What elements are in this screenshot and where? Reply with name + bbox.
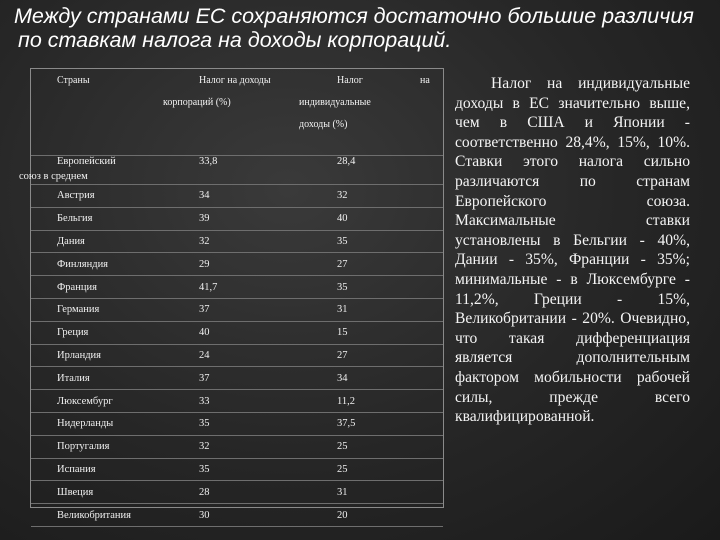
table-row xyxy=(31,481,443,504)
header-countries: Страны xyxy=(57,75,90,86)
country-cell: Франция xyxy=(31,276,199,299)
table-row xyxy=(31,207,443,230)
header-corp-line2: корпораций (%) xyxy=(163,97,231,108)
title-line-2: по ставкам налога на доходы корпораций. xyxy=(18,28,452,52)
eu-average-label-2: союз в среднем xyxy=(19,171,88,182)
corp-tax-cell: 37 xyxy=(199,367,337,390)
indiv-tax-cell: 20 xyxy=(337,504,443,527)
tax-rates-table xyxy=(19,68,444,521)
corp-tax-cell: 30 xyxy=(199,504,337,527)
country-cell: Италия xyxy=(31,367,199,390)
table-row xyxy=(31,276,443,299)
country-cell: Люксембург xyxy=(31,390,199,413)
table-header xyxy=(31,69,443,156)
corp-tax-cell: 39 xyxy=(199,207,337,230)
indiv-tax-cell: 27 xyxy=(337,344,443,367)
corp-tax-cell: 28 xyxy=(199,481,337,504)
table-row xyxy=(31,321,443,344)
body-paragraph: Налог на индивидуальные доходы в ЕС значительно выше, чем в США и Японии - соответственно 28,4%, 15%, 10%. Ставки этого налога сильно различаются по странам Европейского союза. Максимальные ставки установлены в Бельгии - 40%, Дании - 35%, Франции - 35%; минимальные - в Люксембурге - 11,2%, Греции - 15%, Великобритании - 20%. Очевидно, что такая дифференциация является дополнительным фактором мобильности рабочей силы, прежде всего квалифицированной. xyxy=(455,75,690,426)
indiv-tax-cell: 11,2 xyxy=(337,390,443,413)
corp-tax-cell: 32 xyxy=(199,435,337,458)
corp-tax-cell: 41,7 xyxy=(199,276,337,299)
table-row xyxy=(31,253,443,276)
table-row xyxy=(31,412,443,435)
country-cell: Португалия xyxy=(31,435,199,458)
table-row xyxy=(31,367,443,390)
country-cell: Швеция xyxy=(31,481,199,504)
corp-tax-cell: 32 xyxy=(199,230,337,253)
country-cell: Испания xyxy=(31,458,199,481)
indiv-tax-cell: 25 xyxy=(337,435,443,458)
country-cell: Ирландия xyxy=(31,344,199,367)
table-row xyxy=(31,344,443,367)
indiv-tax-cell: 37,5 xyxy=(337,412,443,435)
country-cell: Дания xyxy=(31,230,199,253)
country-cell: Великобритания xyxy=(31,504,199,527)
header-corp-line1: Налог на доходы xyxy=(199,75,271,86)
table-row xyxy=(31,185,443,207)
country-cell: Австрия xyxy=(31,185,199,207)
title-line-1: Между странами ЕС сохраняются достаточно большие различия xyxy=(14,4,694,28)
eu-average-row xyxy=(19,156,443,185)
eu-average-indiv: 28,4 xyxy=(337,156,356,167)
indiv-tax-cell: 32 xyxy=(337,185,443,207)
table-row xyxy=(31,435,443,458)
country-cell: Германия xyxy=(31,298,199,321)
corp-tax-cell: 34 xyxy=(199,185,337,207)
table-row xyxy=(31,458,443,481)
corp-tax-cell: 35 xyxy=(199,458,337,481)
table-row xyxy=(31,298,443,321)
eu-average-corp: 33,8 xyxy=(199,156,218,167)
indiv-tax-cell: 15 xyxy=(337,321,443,344)
table-row xyxy=(31,390,443,413)
indiv-tax-cell: 31 xyxy=(337,298,443,321)
country-cell: Бельгия xyxy=(31,207,199,230)
eu-average-label-1: Европейский xyxy=(57,156,116,167)
corp-tax-cell: 37 xyxy=(199,298,337,321)
indiv-tax-cell: 27 xyxy=(337,253,443,276)
indiv-tax-cell: 35 xyxy=(337,230,443,253)
header-indiv-line1: Налог xyxy=(337,75,363,86)
country-cell: Финляндия xyxy=(31,253,199,276)
indiv-tax-cell: 34 xyxy=(337,367,443,390)
indiv-tax-cell: 40 xyxy=(337,207,443,230)
header-indiv-na: на xyxy=(420,75,430,86)
country-cell: Греция xyxy=(31,321,199,344)
header-indiv-line3: доходы (%) xyxy=(299,119,348,130)
corp-tax-cell: 29 xyxy=(199,253,337,276)
country-cell: Нидерланды xyxy=(31,412,199,435)
corp-tax-cell: 40 xyxy=(199,321,337,344)
corp-tax-cell: 33 xyxy=(199,390,337,413)
corp-tax-cell: 24 xyxy=(199,344,337,367)
indiv-tax-cell: 35 xyxy=(337,276,443,299)
slide-title xyxy=(14,4,714,52)
header-indiv-line2: индивидуальные xyxy=(299,97,371,108)
table-row xyxy=(31,504,443,527)
indiv-tax-cell: 31 xyxy=(337,481,443,504)
corp-tax-cell: 35 xyxy=(199,412,337,435)
country-rows xyxy=(31,185,443,527)
table-row xyxy=(31,230,443,253)
indiv-tax-cell: 25 xyxy=(337,458,443,481)
